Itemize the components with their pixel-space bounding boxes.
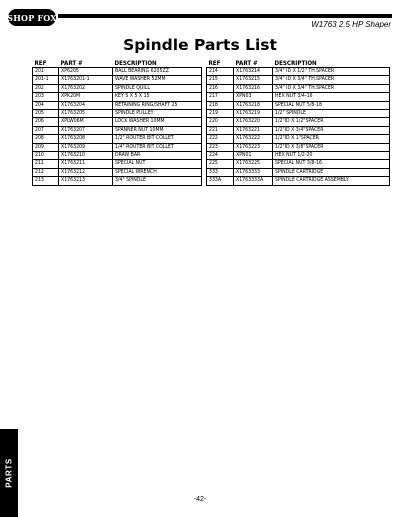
table-row — [207, 84, 390, 92]
cell-ref: 201-1 — [33, 76, 59, 84]
cell-description: 3/4" ID X 3/4" TH.SPACER — [273, 84, 390, 92]
table-row — [207, 135, 390, 143]
col-header-description: DESCRIPTION — [114, 60, 157, 67]
cell-ref: 205 — [33, 110, 59, 118]
cell-description: KEY 5 X 5 X 15 — [113, 93, 202, 101]
table-row — [207, 126, 390, 134]
cell-part-number: XPLW06M — [59, 118, 113, 126]
cell-description: RETAINING RING/SHAFT 25 — [113, 101, 202, 109]
cell-description: 1/2"ID X 1/2"SPACER — [273, 118, 390, 126]
cell-ref: 220 — [207, 118, 234, 126]
col-header-part: PART # — [60, 60, 83, 67]
table-row — [33, 143, 202, 151]
cell-part-number: X1763221 — [234, 126, 273, 134]
cell-description: SPECIAL NUT 5/8-18 — [273, 101, 390, 109]
cell-part-number: XPN03 — [234, 93, 273, 101]
cell-ref: 209 — [33, 143, 59, 151]
cell-part-number: X1763218 — [234, 101, 273, 109]
table-row — [33, 76, 202, 84]
cell-description: LOCK WASHER 10MM — [113, 118, 202, 126]
cell-part-number: X1763207 — [59, 126, 113, 134]
cell-part-number: X1763223 — [234, 143, 273, 151]
table-row — [207, 168, 390, 176]
cell-part-number: XP6205 — [59, 68, 113, 76]
cell-ref: 219 — [207, 110, 234, 118]
col-header-description: DESCRIPTION — [274, 60, 317, 67]
table-row — [207, 152, 390, 160]
cell-description: SPINDLE CARTRIDGE — [273, 168, 390, 176]
cell-ref: 212 — [33, 168, 59, 176]
cell-description: HEX NUT 1/2-20 — [273, 152, 390, 160]
cell-description: WAVE WASHER 52MM — [113, 76, 202, 84]
cell-ref: 222 — [207, 135, 234, 143]
cell-part-number: X1763210 — [59, 152, 113, 160]
cell-description: SPECIAL NUT — [113, 160, 202, 168]
page-number: -42- — [193, 496, 207, 503]
cell-ref: 202 — [33, 84, 59, 92]
cell-part-number: X1763204 — [59, 101, 113, 109]
cell-ref: 207 — [33, 126, 59, 134]
cell-part-number: X1763211 — [59, 160, 113, 168]
cell-description: HEX NUT 3/4-16 — [273, 93, 390, 101]
parts-tables — [32, 60, 390, 186]
cell-description: 3/4" ID X 3/4" TH.SPACER — [273, 76, 390, 84]
cell-ref: 223 — [207, 143, 234, 151]
cell-part-number: X1763208 — [59, 135, 113, 143]
cell-description: DRAW BAR — [113, 152, 202, 160]
cell-ref: 215 — [207, 76, 234, 84]
cell-ref: 206 — [33, 118, 59, 126]
cell-part-number: X1763219 — [234, 110, 273, 118]
cell-part-number: X1763215 — [234, 76, 273, 84]
cell-part-number: X1763333A — [234, 177, 273, 185]
cell-description: 1/2"ID X 3/4"SPACER — [273, 126, 390, 134]
table-row — [207, 68, 390, 76]
cell-description: BALL BEARING 6205ZZ — [113, 68, 202, 76]
cell-description: 3/4" SPINDLE — [113, 177, 202, 185]
cell-ref: 224 — [207, 152, 234, 160]
cell-ref: 333 — [207, 168, 234, 176]
table-row — [207, 93, 390, 101]
table-row — [33, 126, 202, 134]
cell-ref: 217 — [207, 93, 234, 101]
cell-ref: 203 — [33, 93, 59, 101]
cell-description: SPECIAL NUT 3/8-16 — [273, 160, 390, 168]
col-header-ref: REF — [208, 60, 221, 67]
brand-logo-text: SHOP FOX — [7, 12, 57, 23]
table-row — [207, 160, 390, 168]
cell-description: SPECIAL WRENCH — [113, 168, 202, 176]
cell-description: 1/2" ROUTER BIT COLLET — [113, 135, 202, 143]
cell-part-number: X1763333 — [234, 168, 273, 176]
table-row — [33, 68, 202, 76]
cell-ref: 201 — [33, 68, 59, 76]
table-row — [207, 101, 390, 109]
brand-logo — [8, 9, 56, 26]
table-row — [33, 135, 202, 143]
cell-ref: 225 — [207, 160, 234, 168]
header-rule — [58, 14, 392, 18]
cell-part-number: XPK20M — [59, 93, 113, 101]
cell-part-number: X1763212 — [59, 168, 113, 176]
table-row — [207, 177, 390, 185]
cell-ref: 204 — [33, 101, 59, 109]
table-header-row — [207, 60, 390, 68]
cell-ref: 208 — [33, 135, 59, 143]
cell-description: 1/4" ROUTER BIT COLLET — [113, 143, 202, 151]
table-row — [33, 160, 202, 168]
cell-description: 1/2" SPINDLE — [273, 110, 390, 118]
cell-part-number: X1763213 — [59, 177, 113, 185]
cell-description: SPINDLE CARTRIDGE ASSEMBLY — [273, 177, 390, 185]
table-header-row — [33, 60, 202, 68]
cell-part-number: X1763209 — [59, 143, 113, 151]
cell-part-number: X1763220 — [234, 118, 273, 126]
parts-table-left — [32, 60, 202, 186]
parts-table-right — [206, 60, 390, 186]
cell-ref: 218 — [207, 101, 234, 109]
cell-description: 1/2"ID X 3/8"SPACER — [273, 143, 390, 151]
table-row — [33, 177, 202, 185]
table-row — [33, 101, 202, 109]
model-title: W1763 2.5 HP Shaper — [311, 20, 391, 29]
cell-ref: 333A — [207, 177, 234, 185]
cell-description: 1/2"ID X 1"SPACER — [273, 135, 390, 143]
table-row — [33, 110, 202, 118]
cell-ref: 213 — [33, 177, 59, 185]
table-row — [207, 118, 390, 126]
page-title: Spindle Parts List — [123, 36, 277, 54]
col-header-ref: REF — [34, 60, 47, 67]
cell-description: SPINDLE PULLEY — [113, 110, 202, 118]
col-header-part: PART # — [235, 60, 258, 67]
cell-part-number: X1763202 — [59, 84, 113, 92]
cell-ref: 216 — [207, 84, 234, 92]
table-row — [33, 152, 202, 160]
cell-ref: 210 — [33, 152, 59, 160]
cell-ref: 221 — [207, 126, 234, 134]
cell-ref: 214 — [207, 68, 234, 76]
cell-description: SPINDLE QUILL — [113, 84, 202, 92]
table-row — [33, 118, 202, 126]
parts-section-tab — [0, 429, 18, 517]
table-row — [207, 76, 390, 84]
cell-part-number: X1763216 — [234, 84, 273, 92]
table-row — [207, 110, 390, 118]
cell-part-number: XPN01 — [234, 152, 273, 160]
cell-part-number: X1763222 — [234, 135, 273, 143]
cell-ref: 211 — [33, 160, 59, 168]
cell-description: SPANNER NUT 10MM — [113, 126, 202, 134]
cell-part-number: X1763205 — [59, 110, 113, 118]
table-row — [33, 84, 202, 92]
table-row — [33, 168, 202, 176]
cell-description: 3/4" ID X 1/2" TH.SPACER — [273, 68, 390, 76]
parts-section-tab-label: PARTS — [4, 458, 14, 488]
table-row — [207, 143, 390, 151]
cell-part-number: X1763201-1 — [59, 76, 113, 84]
cell-part-number: X1763225 — [234, 160, 273, 168]
table-row — [33, 93, 202, 101]
cell-part-number: X1763214 — [234, 68, 273, 76]
